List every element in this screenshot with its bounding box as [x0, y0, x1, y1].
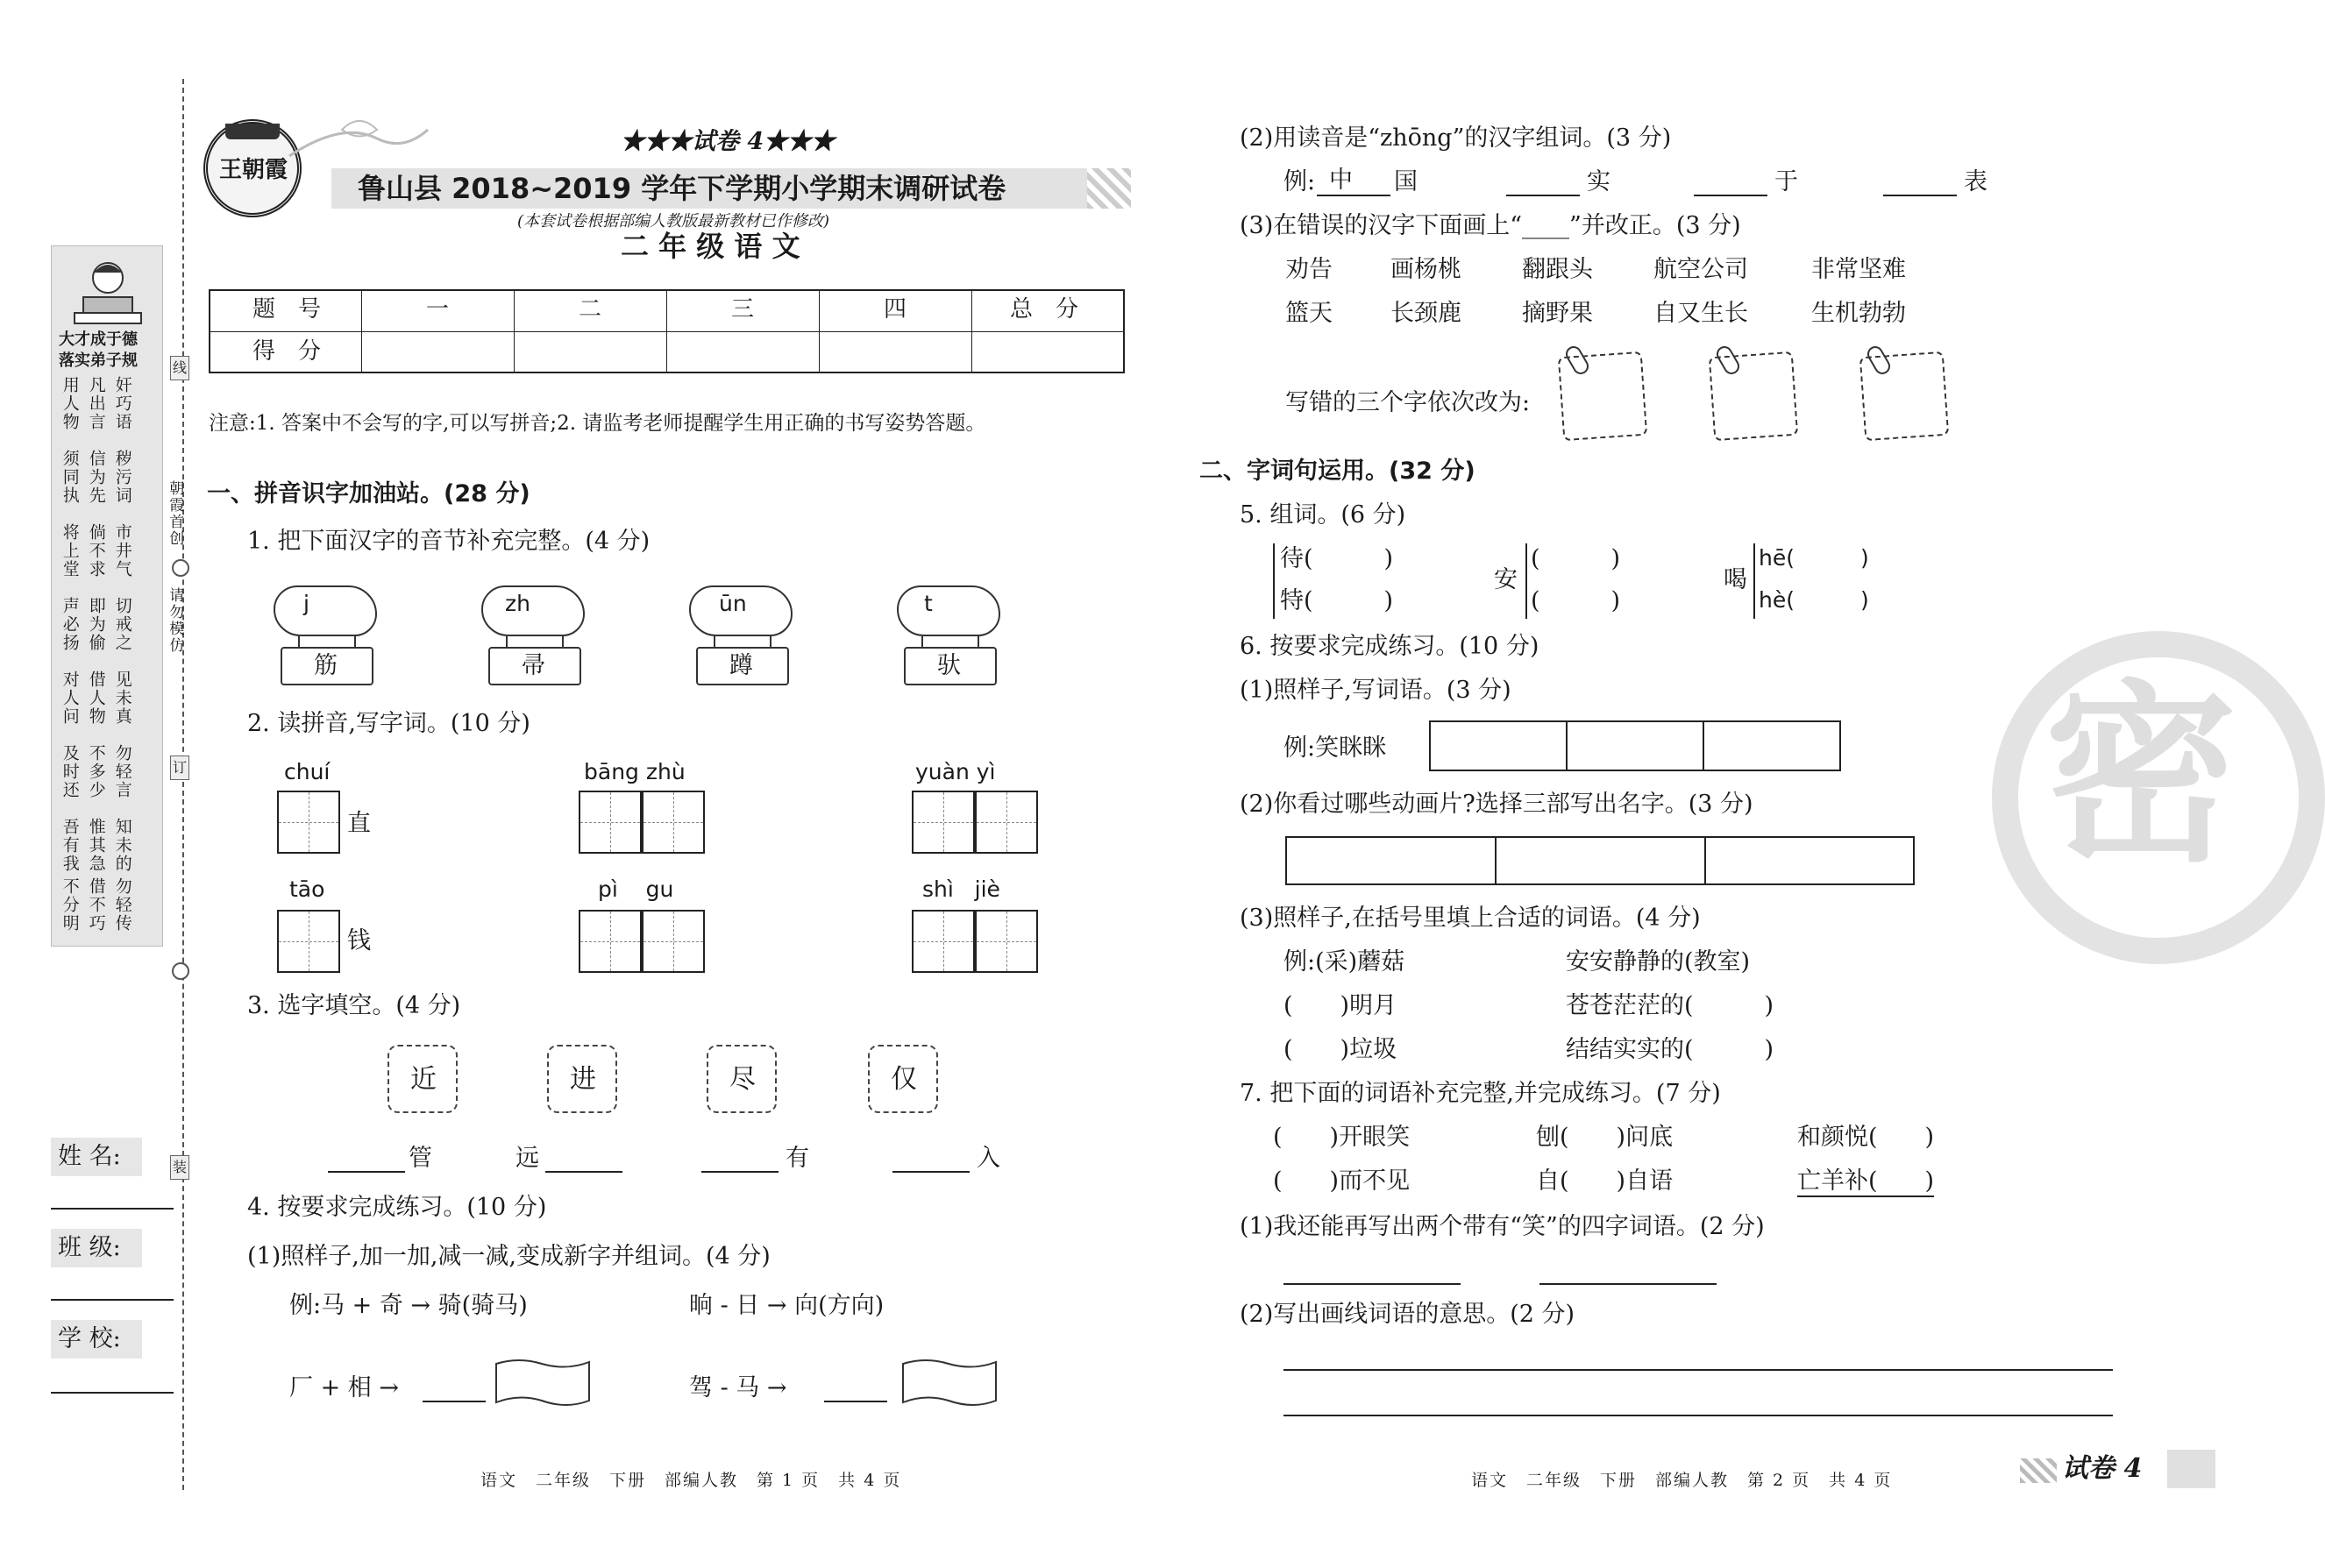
q7-1-blank[interactable] — [1283, 1283, 1461, 1285]
q4-2-blank[interactable] — [1883, 195, 1957, 196]
exam-subtitle: (本套试卷根据部编人教版最新教材已作修改) — [517, 212, 830, 231]
q7-item: 自( )自语 — [1536, 1167, 1674, 1195]
writing-cell[interactable] — [579, 791, 642, 854]
q3-blank[interactable] — [701, 1171, 779, 1173]
flag-answer-box[interactable] — [899, 1357, 999, 1408]
q7-item-underlined: 亡羊补( ) — [1797, 1167, 1934, 1197]
q2-pinyin: shì jiè — [922, 876, 1000, 902]
q4-2-example-label: 例: — [1283, 168, 1316, 195]
q7-1-blank[interactable] — [1539, 1283, 1717, 1285]
q1-pinyin: t — [924, 591, 933, 616]
q1-char: 筋 — [314, 652, 338, 679]
q4-2-word: 于 — [1774, 168, 1798, 195]
section-2-title: 二、字词句运用。(32 分) — [1199, 458, 1475, 485]
q7-2-line[interactable] — [1283, 1415, 2113, 1416]
writing-cell[interactable] — [975, 910, 1038, 973]
page-footer-left: 语文 二年级 下册 部编人教 第 1 页 共 4 页 — [480, 1471, 902, 1490]
school-label: 学 校: — [58, 1325, 121, 1352]
logo-text: 王朝霞 — [219, 157, 288, 183]
q2-pinyin: yuàn yì — [915, 759, 996, 784]
q3-choice: 进 — [570, 1064, 596, 1095]
score-table — [209, 289, 1125, 373]
q3-word: 入 — [977, 1145, 1000, 1172]
proverb-col: 见未真 — [112, 670, 132, 726]
q3-choice: 近 — [410, 1064, 437, 1095]
score-cell[interactable] — [666, 331, 819, 373]
q5-item: hē( ) — [1759, 545, 1869, 571]
q5-item: ( ) — [1531, 587, 1621, 614]
seal-char: 装 — [170, 1155, 189, 1180]
q4-2-word: 实 — [1587, 168, 1610, 195]
proverb-col: 将上堂 — [60, 523, 80, 578]
q7-1-prompt: (1)我还能再写出两个带有“笑”的四字词语。(2 分) — [1240, 1213, 1765, 1240]
q6-1-prompt: (1)照样子,写词语。(3 分) — [1240, 677, 1511, 704]
proverb-col: 借人物 — [86, 670, 106, 726]
q5-item: ( ) — [1531, 545, 1621, 572]
seal-char: 线 — [170, 356, 189, 380]
q4-3-word: 劝告 — [1285, 256, 1333, 283]
q4-3-answer-label: 写错的三个字依次改为: — [1285, 389, 1531, 416]
score-header: 总 分 — [1010, 296, 1079, 323]
flag-answer-box[interactable] — [493, 1357, 593, 1408]
q5-item: 特( ) — [1280, 587, 1394, 614]
score-cell[interactable] — [514, 331, 666, 373]
writing-cell[interactable] — [642, 910, 705, 973]
proverb-col: 倘不求 — [86, 523, 106, 578]
q2-pinyin: pì gu — [598, 876, 674, 902]
footer-tag-bar — [2167, 1450, 2215, 1488]
proverb-col: 市井气 — [112, 523, 132, 578]
q1-char: 蹲 — [729, 652, 753, 679]
q5-char: 喝 — [1724, 566, 1747, 593]
q5-item: 待( ) — [1280, 545, 1394, 572]
margin-note: 朝霞首创 — [166, 480, 184, 547]
q7-2-prompt: (2)写出画线词语的意思。(2 分) — [1240, 1301, 1575, 1328]
q3-blank[interactable] — [328, 1171, 405, 1173]
q3-blank[interactable] — [545, 1171, 622, 1173]
title-bar-pattern — [1087, 168, 1131, 209]
q4-1-prompt: (1)照样子,加一加,减一减,变成新字并组词。(4 分) — [247, 1243, 771, 1270]
q2-tail: 钱 — [347, 927, 371, 954]
proverb-col: 凡出言 — [86, 376, 106, 431]
exam-notice: 注意:1. 答案中不会写的字,可以写拼音;2. 请监考老师提醒学生用正确的书写姿势答题。 — [209, 412, 986, 435]
writing-cell[interactable] — [277, 910, 340, 973]
q4-2-blank[interactable] — [1694, 195, 1767, 196]
writing-cell[interactable] — [912, 791, 975, 854]
proverb-col: 即为偷 — [86, 597, 106, 652]
q4-3-word: 自又生长 — [1653, 300, 1748, 327]
q7-2-line[interactable] — [1283, 1369, 2113, 1371]
q4-prompt: 4. 按要求完成练习。(10 分) — [247, 1194, 547, 1221]
proverb-col: 对人问 — [60, 670, 80, 726]
q1-char: 驮 — [937, 652, 961, 679]
name-field[interactable] — [51, 1208, 174, 1210]
proverb-col: 须同执 — [60, 450, 80, 505]
proverb-col: 勿轻传 — [112, 877, 132, 933]
score-row-label: 得 分 — [252, 338, 322, 365]
q4-3-word: 生机勃勃 — [1811, 300, 1906, 327]
q3-prompt: 3. 选字填空。(4 分) — [247, 992, 461, 1019]
q6-3-item: 结结实实的( ) — [1566, 1036, 1774, 1063]
proverb-col: 不多少 — [86, 744, 106, 799]
seal-char: 订 — [170, 756, 189, 780]
proverb-col: 及时还 — [60, 744, 80, 799]
binding-ring-icon — [172, 559, 189, 577]
q7-item: 和颜悦( ) — [1797, 1124, 1935, 1151]
q4-3-word: 画杨桃 — [1390, 256, 1461, 283]
score-header: 四 — [884, 296, 907, 323]
ribbon-decoration — [289, 112, 430, 165]
q2-prompt: 2. 读拼音,写字词。(10 分) — [247, 710, 530, 737]
proverb-col: 借不巧 — [86, 877, 106, 933]
q1-char: 帚 — [522, 652, 545, 679]
writing-cell[interactable] — [912, 910, 975, 973]
class-field[interactable] — [51, 1299, 174, 1301]
q2-pinyin: bāng zhù — [584, 759, 686, 784]
q4-2-word: 国 — [1394, 168, 1418, 195]
watermark-char: 密 — [2044, 661, 2238, 888]
q6-2-answer-box[interactable] — [1285, 836, 1915, 885]
score-header: 题 号 — [252, 296, 322, 323]
q2-pinyin: tāo — [289, 876, 325, 902]
q4-2-example-line — [1317, 195, 1390, 196]
q4-3-word: 航空公司 — [1653, 256, 1748, 283]
q3-word: 有 — [786, 1145, 809, 1172]
footer-tag: 试卷 4 — [2062, 1453, 2143, 1484]
proverb-col: 不分明 — [60, 877, 80, 933]
school-field[interactable] — [51, 1392, 174, 1394]
writing-cell[interactable] — [277, 791, 340, 854]
class-label: 班 级: — [58, 1234, 121, 1261]
q2-pinyin: chuí — [284, 759, 331, 784]
q1-pinyin: j — [303, 591, 309, 616]
q4-example: 例:马 + 奇 → 骑(骑马) — [289, 1292, 528, 1319]
pinyin-cloud — [481, 585, 585, 636]
q6-1-answer-box[interactable] — [1429, 720, 1841, 771]
q6-3-item: 苍苍茫茫的( ) — [1566, 992, 1774, 1019]
proverb-col: 声必扬 — [60, 597, 80, 652]
binding-ring-icon — [172, 962, 189, 980]
q4-3-word: 长颈鹿 — [1390, 300, 1461, 327]
q2-tail: 直 — [347, 810, 371, 837]
motto-2: 落实弟子规 — [59, 351, 138, 370]
q7-item: ( )开眼笑 — [1273, 1124, 1411, 1151]
sidebar-motto-panel — [51, 245, 163, 947]
q4-2-word: 表 — [1964, 168, 1987, 195]
q4-2-example-char: 中 — [1329, 167, 1353, 194]
q5-prompt: 5. 组词。(6 分) — [1240, 501, 1406, 529]
q4-3-word: 篮天 — [1285, 300, 1333, 327]
q4-3-word: 摘野果 — [1522, 300, 1593, 327]
q3-word: 管 — [409, 1145, 432, 1172]
q4-item: 驾 - 马 → — [689, 1374, 787, 1401]
score-cell[interactable] — [971, 331, 1126, 373]
scholar-icon — [71, 255, 145, 327]
pinyin-cloud — [897, 585, 1000, 636]
q6-3-item: 安安静静的(教室) — [1566, 948, 1751, 976]
q6-3-item: ( )垃圾 — [1283, 1036, 1397, 1063]
score-cell[interactable] — [361, 331, 514, 373]
proverb-col: 信为先 — [86, 450, 106, 505]
proverb-col: 吾有我 — [60, 818, 80, 873]
exam-title: 鲁山县 2018~2019 学年下学期小学期末调研试卷 — [358, 172, 1006, 205]
q1-pinyin: ūn — [719, 591, 747, 616]
q3-blank[interactable] — [892, 1171, 970, 1173]
q4-2-blank[interactable] — [1506, 195, 1580, 196]
cut-line — [182, 79, 184, 1490]
footer-tag-pattern — [2020, 1458, 2057, 1483]
q7-prompt: 7. 把下面的词语补充完整,并完成练习。(7 分) — [1240, 1080, 1721, 1107]
q6-1-example: 例:笑眯眯 — [1283, 734, 1387, 762]
score-cell[interactable] — [819, 331, 971, 373]
exam-grade: 二 年 级 语 文 — [621, 230, 800, 263]
q5-item: hè( ) — [1759, 587, 1869, 613]
series-label: ★★★试卷 4★★★ — [621, 128, 835, 155]
section-1-title: 一、拼音识字加油站。(28 分) — [207, 480, 530, 507]
q3-choice: 尽 — [729, 1064, 756, 1095]
proverb-col: 秽污词 — [112, 450, 132, 505]
q7-item: ( )而不见 — [1273, 1167, 1411, 1195]
score-header: 二 — [579, 296, 602, 323]
writing-cell[interactable] — [642, 791, 705, 854]
proverb-col: 用人物 — [60, 376, 80, 431]
logo-seal — [203, 119, 302, 217]
q1-prompt: 1. 把下面汉字的音节补充完整。(4 分) — [247, 528, 651, 555]
proverb-col: 知未的 — [112, 818, 132, 873]
margin-note: 请勿模仿 — [166, 587, 184, 654]
proverb-col: 惟其急 — [86, 818, 106, 873]
q6-3-item: 例:(采)蘑菇 — [1283, 948, 1405, 976]
q4-3-word: 翻跟头 — [1522, 256, 1593, 283]
score-header: 三 — [731, 296, 755, 323]
q4-3-prompt: (3)在错误的汉字下面画上“____”并改正。(3 分) — [1240, 212, 1741, 239]
pinyin-cloud — [274, 585, 377, 636]
q6-3-item: ( )明月 — [1283, 992, 1397, 1019]
q4-blank[interactable] — [423, 1401, 486, 1402]
q3-choice: 仅 — [891, 1064, 917, 1095]
q4-example: 晌 - 日 → 向(方向) — [689, 1292, 885, 1319]
q5-char: 安 — [1494, 566, 1518, 593]
q4-3-word: 非常坚难 — [1811, 256, 1906, 283]
proverb-col: 切戒之 — [112, 597, 132, 652]
q6-prompt: 6. 按要求完成练习。(10 分) — [1240, 633, 1539, 660]
q6-3-prompt: (3)照样子,在括号里填上合适的词语。(4 分) — [1240, 905, 1701, 932]
q4-item: 厂 + 相 → — [289, 1374, 399, 1401]
q6-2-prompt: (2)你看过哪些动画片?选择三部写出名字。(3 分) — [1240, 791, 1753, 818]
proverb-col: 勿轻言 — [112, 744, 132, 799]
score-header: 一 — [426, 296, 450, 323]
motto-1: 大才成于德 — [59, 330, 138, 349]
q4-blank[interactable] — [824, 1401, 887, 1402]
proverb-col: 奸巧语 — [112, 376, 132, 431]
q7-item: 刨( )问底 — [1536, 1124, 1674, 1151]
page-footer-right: 语文 二年级 下册 部编人教 第 2 页 共 4 页 — [1471, 1471, 1893, 1490]
q1-pinyin: zh — [505, 591, 530, 616]
writing-cell[interactable] — [579, 910, 642, 973]
writing-cell[interactable] — [975, 791, 1038, 854]
name-label: 姓 名: — [58, 1143, 121, 1170]
q4-2-prompt: (2)用读音是“zhōng”的汉字组词。(3 分) — [1240, 124, 1672, 152]
q3-word: 远 — [515, 1145, 539, 1172]
